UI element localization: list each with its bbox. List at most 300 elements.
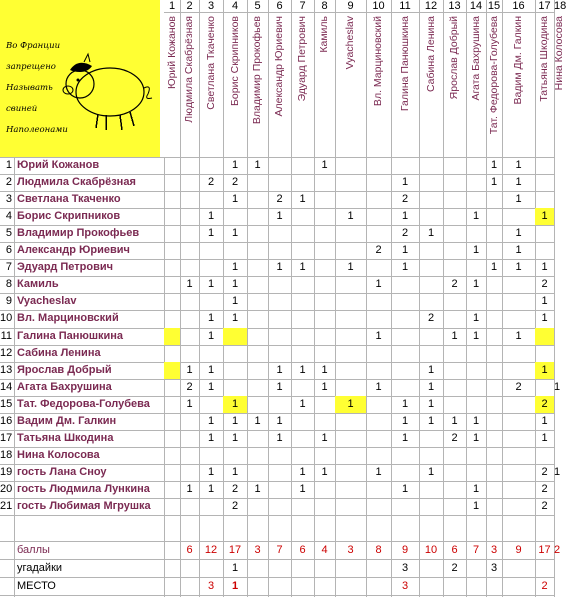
- grid-cell[interactable]: [247, 430, 268, 447]
- grid-cell[interactable]: [366, 208, 391, 225]
- grid-cell[interactable]: [180, 191, 199, 208]
- grid-cell[interactable]: 1: [186, 363, 193, 376]
- grid-cell[interactable]: 2: [451, 431, 458, 444]
- grid-cell[interactable]: 1: [451, 329, 458, 342]
- grid-cell[interactable]: [486, 293, 502, 310]
- grid-cell[interactable]: 1: [231, 261, 239, 274]
- grid-cell[interactable]: [535, 174, 554, 191]
- grid-cell[interactable]: [486, 242, 502, 259]
- grid-cell[interactable]: 1: [472, 312, 480, 325]
- grid-cell[interactable]: 1: [231, 465, 239, 478]
- grid-cell[interactable]: [443, 447, 466, 464]
- column-header[interactable]: [391, 12, 419, 157]
- grid-cell[interactable]: 1: [231, 295, 239, 308]
- grid-cell[interactable]: 2: [451, 278, 458, 291]
- grid-cell[interactable]: [199, 345, 223, 362]
- grid-cell[interactable]: [180, 464, 199, 481]
- grid-cell[interactable]: 1: [299, 193, 306, 206]
- grid-cell[interactable]: 1: [231, 227, 239, 240]
- column-header[interactable]: [419, 12, 443, 157]
- grid-cell[interactable]: 1: [427, 380, 435, 393]
- grid-cell[interactable]: [247, 208, 268, 225]
- grid-cell[interactable]: [335, 225, 366, 242]
- grid-cell[interactable]: [366, 157, 391, 174]
- grid-cell[interactable]: [366, 413, 391, 430]
- grid-cell[interactable]: [314, 174, 335, 191]
- grid-cell[interactable]: 1: [321, 363, 328, 376]
- grid-cell[interactable]: [164, 362, 180, 379]
- grid-cell[interactable]: 1: [321, 380, 328, 393]
- grid-cell[interactable]: 1: [347, 210, 354, 223]
- grid-cell[interactable]: [486, 379, 502, 396]
- grid-cell[interactable]: [419, 208, 443, 225]
- grid-cell[interactable]: [291, 242, 314, 259]
- grid-cell[interactable]: 1: [472, 414, 480, 427]
- grid-cell[interactable]: 1: [186, 278, 193, 291]
- grid-cell[interactable]: 1: [186, 397, 193, 410]
- grid-cell[interactable]: 1: [207, 210, 215, 223]
- grid-cell[interactable]: 2: [401, 193, 409, 206]
- grid-cell[interactable]: [268, 225, 291, 242]
- grid-cell[interactable]: 1: [541, 261, 548, 274]
- row-name[interactable]: Эдуард Петрович: [17, 261, 113, 274]
- grid-cell[interactable]: 1: [207, 227, 215, 240]
- grid-cell[interactable]: 1: [541, 414, 548, 427]
- grid-cell[interactable]: [180, 259, 199, 276]
- grid-cell[interactable]: [335, 379, 366, 396]
- grid-cell[interactable]: [443, 310, 466, 327]
- grid-cell[interactable]: 1: [321, 465, 328, 478]
- column-header[interactable]: [291, 12, 314, 157]
- grid-cell[interactable]: [443, 481, 466, 498]
- grid-cell[interactable]: [486, 481, 502, 498]
- grid-cell[interactable]: 1: [472, 431, 480, 444]
- grid-cell[interactable]: [199, 242, 223, 259]
- grid-cell[interactable]: [443, 498, 466, 515]
- grid-cell[interactable]: 1: [427, 227, 435, 240]
- grid-cell[interactable]: [335, 362, 366, 379]
- grid-cell[interactable]: [291, 345, 314, 362]
- column-header[interactable]: [486, 12, 502, 157]
- grid-cell[interactable]: [391, 362, 419, 379]
- grid-cell[interactable]: [535, 191, 554, 208]
- grid-cell[interactable]: [223, 208, 247, 225]
- grid-cell[interactable]: [268, 345, 291, 362]
- grid-cell[interactable]: 1: [401, 482, 409, 495]
- column-header[interactable]: [554, 12, 565, 157]
- grid-cell[interactable]: 1: [207, 431, 215, 444]
- grid-cell[interactable]: 1: [401, 261, 409, 274]
- grid-cell[interactable]: 1: [490, 159, 498, 171]
- grid-cell[interactable]: [247, 379, 268, 396]
- grid-cell[interactable]: 1: [375, 380, 382, 393]
- grid-cell[interactable]: 1: [231, 431, 239, 444]
- grid-cell[interactable]: [502, 396, 535, 413]
- grid-cell[interactable]: 1: [535, 208, 554, 225]
- grid-cell[interactable]: 1: [541, 431, 548, 444]
- grid-cell[interactable]: 1: [472, 210, 480, 223]
- grid-cell[interactable]: [314, 498, 335, 515]
- grid-cell[interactable]: 1: [401, 397, 409, 410]
- grid-cell[interactable]: [366, 362, 391, 379]
- grid-cell[interactable]: 1: [254, 482, 261, 495]
- grid-cell[interactable]: [291, 174, 314, 191]
- grid-cell[interactable]: [164, 259, 180, 276]
- grid-cell[interactable]: [180, 242, 199, 259]
- grid-cell[interactable]: [466, 293, 486, 310]
- grid-cell[interactable]: [164, 157, 180, 174]
- grid-cell[interactable]: [486, 396, 502, 413]
- grid-cell[interactable]: 1: [472, 500, 480, 512]
- grid-cell[interactable]: [291, 447, 314, 464]
- grid-cell[interactable]: 1: [451, 414, 458, 427]
- column-header[interactable]: [247, 12, 268, 157]
- grid-cell[interactable]: 2: [207, 176, 215, 189]
- grid-cell[interactable]: [535, 379, 554, 396]
- grid-cell[interactable]: [180, 413, 199, 430]
- grid-cell[interactable]: 1: [472, 329, 480, 342]
- grid-cell[interactable]: 2: [541, 482, 548, 495]
- grid-cell[interactable]: [199, 498, 223, 515]
- grid-cell[interactable]: [291, 498, 314, 515]
- grid-cell[interactable]: [164, 447, 180, 464]
- grid-cell[interactable]: [391, 498, 419, 515]
- grid-cell[interactable]: [502, 345, 535, 362]
- grid-cell[interactable]: [247, 498, 268, 515]
- grid-cell[interactable]: 1: [515, 159, 522, 171]
- grid-cell[interactable]: [502, 447, 535, 464]
- grid-cell[interactable]: [366, 447, 391, 464]
- grid-cell[interactable]: 1: [276, 431, 283, 444]
- row-name[interactable]: Владимир Прокофьев: [17, 227, 140, 240]
- row-name[interactable]: Вл. Марциновский: [17, 312, 119, 325]
- grid-cell[interactable]: [466, 447, 486, 464]
- grid-cell[interactable]: [247, 225, 268, 242]
- grid-cell[interactable]: [268, 464, 291, 481]
- grid-cell[interactable]: [443, 242, 466, 259]
- grid-cell[interactable]: [486, 208, 502, 225]
- row-name[interactable]: Нина Колосова: [17, 448, 100, 461]
- grid-cell[interactable]: 1: [515, 176, 522, 189]
- grid-cell[interactable]: [391, 157, 419, 174]
- grid-cell[interactable]: 1: [207, 465, 215, 478]
- row-name[interactable]: Александр Юриевич: [17, 244, 130, 257]
- grid-cell[interactable]: [366, 174, 391, 191]
- grid-cell[interactable]: [366, 225, 391, 242]
- grid-cell[interactable]: [366, 345, 391, 362]
- grid-cell[interactable]: [314, 447, 335, 464]
- grid-cell[interactable]: [268, 242, 291, 259]
- grid-cell[interactable]: 1: [554, 380, 561, 393]
- grid-cell[interactable]: [268, 396, 291, 413]
- grid-cell[interactable]: [268, 498, 291, 515]
- row-name[interactable]: Ярослав Добрый: [17, 363, 112, 376]
- grid-cell[interactable]: [314, 481, 335, 498]
- grid-cell[interactable]: [335, 345, 366, 362]
- grid-cell[interactable]: [223, 345, 247, 362]
- grid-cell[interactable]: [268, 293, 291, 310]
- grid-cell[interactable]: 1: [401, 244, 409, 257]
- grid-cell[interactable]: [180, 345, 199, 362]
- grid-cell[interactable]: 1: [223, 396, 247, 413]
- row-name[interactable]: Сабина Ленина: [17, 346, 101, 359]
- grid-cell[interactable]: [223, 447, 247, 464]
- grid-cell[interactable]: [391, 345, 419, 362]
- column-header[interactable]: [443, 12, 466, 157]
- grid-cell[interactable]: [486, 447, 502, 464]
- grid-cell[interactable]: [391, 328, 419, 345]
- grid-cell[interactable]: [199, 447, 223, 464]
- grid-cell[interactable]: [335, 498, 366, 515]
- column-header[interactable]: [164, 12, 180, 157]
- grid-cell[interactable]: [291, 413, 314, 430]
- grid-cell[interactable]: [268, 328, 291, 345]
- grid-cell[interactable]: [335, 413, 366, 430]
- grid-cell[interactable]: [535, 242, 554, 259]
- grid-cell[interactable]: [466, 396, 486, 413]
- grid-cell[interactable]: 1: [299, 465, 306, 478]
- grid-cell[interactable]: [314, 259, 335, 276]
- grid-cell[interactable]: [164, 225, 180, 242]
- grid-cell[interactable]: [486, 362, 502, 379]
- grid-cell[interactable]: [466, 191, 486, 208]
- row-name[interactable]: Татьяна Шкодина: [17, 431, 114, 444]
- grid-cell[interactable]: [314, 310, 335, 327]
- grid-cell[interactable]: [164, 328, 180, 345]
- grid-cell[interactable]: [443, 208, 466, 225]
- grid-cell[interactable]: [502, 464, 535, 481]
- grid-cell[interactable]: 1: [472, 278, 480, 291]
- grid-cell[interactable]: 1: [207, 312, 215, 325]
- grid-cell[interactable]: [466, 379, 486, 396]
- row-name[interactable]: Борис Скрипников: [17, 210, 121, 223]
- grid-cell[interactable]: 1: [401, 210, 409, 223]
- grid-cell[interactable]: [335, 430, 366, 447]
- grid-cell[interactable]: [466, 464, 486, 481]
- grid-cell[interactable]: 1: [347, 261, 354, 274]
- grid-cell[interactable]: 2: [535, 396, 554, 413]
- column-header[interactable]: [268, 12, 291, 157]
- row-name[interactable]: Агата Бахрушина: [17, 380, 112, 393]
- grid-cell[interactable]: 1: [231, 193, 239, 206]
- grid-cell[interactable]: [314, 225, 335, 242]
- grid-cell[interactable]: [366, 293, 391, 310]
- grid-cell[interactable]: [164, 498, 180, 515]
- grid-cell[interactable]: [466, 157, 486, 174]
- grid-cell[interactable]: 1: [207, 414, 215, 427]
- row-name[interactable]: Vyacheslav: [17, 295, 77, 308]
- row-name[interactable]: гость Людмила Лункина: [17, 482, 150, 495]
- grid-cell[interactable]: [314, 242, 335, 259]
- column-header[interactable]: [314, 12, 335, 157]
- grid-cell[interactable]: 1: [427, 363, 435, 376]
- grid-cell[interactable]: [164, 481, 180, 498]
- grid-cell[interactable]: [199, 293, 223, 310]
- grid-cell[interactable]: [199, 259, 223, 276]
- grid-cell[interactable]: [247, 464, 268, 481]
- grid-cell[interactable]: [291, 379, 314, 396]
- grid-cell[interactable]: 2: [515, 380, 522, 393]
- grid-cell[interactable]: [164, 242, 180, 259]
- grid-cell[interactable]: 1: [321, 159, 328, 171]
- grid-cell[interactable]: 1: [541, 295, 548, 308]
- grid-cell[interactable]: 1: [231, 312, 239, 325]
- grid-cell[interactable]: 1: [276, 363, 283, 376]
- grid-cell[interactable]: 2: [427, 312, 435, 325]
- grid-cell[interactable]: [199, 396, 223, 413]
- grid-cell[interactable]: [247, 396, 268, 413]
- grid-cell[interactable]: 1: [207, 329, 215, 342]
- grid-cell[interactable]: [180, 208, 199, 225]
- grid-cell[interactable]: [443, 157, 466, 174]
- grid-cell[interactable]: [247, 310, 268, 327]
- grid-cell[interactable]: [291, 310, 314, 327]
- grid-cell[interactable]: [486, 430, 502, 447]
- grid-cell[interactable]: [443, 345, 466, 362]
- grid-cell[interactable]: [314, 293, 335, 310]
- grid-cell[interactable]: [486, 413, 502, 430]
- grid-cell[interactable]: [199, 191, 223, 208]
- grid-cell[interactable]: [335, 447, 366, 464]
- grid-cell[interactable]: [164, 464, 180, 481]
- grid-cell[interactable]: 1: [186, 482, 193, 495]
- grid-cell[interactable]: [164, 174, 180, 191]
- grid-cell[interactable]: [180, 157, 199, 174]
- grid-cell[interactable]: [291, 157, 314, 174]
- grid-cell[interactable]: [366, 498, 391, 515]
- column-header[interactable]: [199, 12, 223, 157]
- grid-cell[interactable]: 2: [231, 500, 239, 512]
- grid-cell[interactable]: [535, 157, 554, 174]
- grid-cell[interactable]: [502, 430, 535, 447]
- grid-cell[interactable]: 2: [541, 465, 548, 478]
- grid-cell[interactable]: [314, 328, 335, 345]
- grid-cell[interactable]: [535, 225, 554, 242]
- grid-cell[interactable]: [486, 345, 502, 362]
- grid-cell[interactable]: [314, 413, 335, 430]
- grid-cell[interactable]: [335, 310, 366, 327]
- grid-cell[interactable]: [443, 396, 466, 413]
- grid-cell[interactable]: [223, 242, 247, 259]
- grid-cell[interactable]: [419, 157, 443, 174]
- grid-cell[interactable]: 1: [375, 278, 382, 291]
- grid-cell[interactable]: [247, 293, 268, 310]
- grid-cell[interactable]: [443, 464, 466, 481]
- row-name[interactable]: Камиль: [17, 278, 59, 291]
- grid-cell[interactable]: [291, 293, 314, 310]
- grid-cell[interactable]: 1: [427, 465, 435, 478]
- column-header[interactable]: [466, 12, 486, 157]
- grid-cell[interactable]: [391, 276, 419, 293]
- grid-cell[interactable]: [291, 276, 314, 293]
- grid-cell[interactable]: 1: [207, 482, 215, 495]
- grid-cell[interactable]: 1: [375, 465, 382, 478]
- grid-cell[interactable]: [443, 191, 466, 208]
- grid-cell[interactable]: [314, 396, 335, 413]
- grid-cell[interactable]: 2: [541, 500, 548, 512]
- grid-cell[interactable]: [164, 276, 180, 293]
- grid-cell[interactable]: 1: [472, 244, 480, 257]
- grid-cell[interactable]: 1: [207, 363, 215, 376]
- grid-cell[interactable]: [180, 430, 199, 447]
- grid-cell[interactable]: [391, 464, 419, 481]
- grid-cell[interactable]: 1: [254, 159, 261, 171]
- grid-cell[interactable]: [180, 328, 199, 345]
- grid-cell[interactable]: [247, 345, 268, 362]
- grid-cell[interactable]: [502, 481, 535, 498]
- grid-cell[interactable]: [419, 345, 443, 362]
- grid-cell[interactable]: [419, 481, 443, 498]
- grid-cell[interactable]: [180, 225, 199, 242]
- column-header[interactable]: [180, 12, 199, 157]
- grid-cell[interactable]: [268, 310, 291, 327]
- grid-cell[interactable]: [535, 447, 554, 464]
- grid-cell[interactable]: [419, 174, 443, 191]
- grid-cell[interactable]: [419, 447, 443, 464]
- grid-cell[interactable]: [419, 328, 443, 345]
- grid-cell[interactable]: 1: [515, 244, 522, 257]
- grid-cell[interactable]: [247, 276, 268, 293]
- grid-cell[interactable]: [466, 362, 486, 379]
- grid-cell[interactable]: [335, 242, 366, 259]
- grid-cell[interactable]: 2: [186, 380, 193, 393]
- grid-cell[interactable]: [291, 328, 314, 345]
- grid-cell[interactable]: 1: [207, 380, 215, 393]
- grid-cell[interactable]: [419, 276, 443, 293]
- grid-cell[interactable]: 1: [321, 431, 328, 444]
- grid-cell[interactable]: 1: [515, 261, 522, 274]
- grid-cell[interactable]: 1: [299, 482, 306, 495]
- grid-cell[interactable]: 1: [231, 278, 239, 291]
- row-name[interactable]: Людмила Скабрёзная: [17, 176, 136, 189]
- grid-cell[interactable]: [419, 498, 443, 515]
- grid-cell[interactable]: [535, 328, 554, 345]
- grid-cell[interactable]: [164, 345, 180, 362]
- grid-cell[interactable]: [314, 191, 335, 208]
- grid-cell[interactable]: [223, 362, 247, 379]
- column-header[interactable]: [535, 12, 554, 157]
- grid-cell[interactable]: [268, 157, 291, 174]
- row-name[interactable]: Тат. Федорова-Голубева: [17, 397, 150, 410]
- grid-cell[interactable]: 1: [299, 397, 306, 410]
- grid-cell[interactable]: [164, 191, 180, 208]
- grid-cell[interactable]: [502, 293, 535, 310]
- grid-cell[interactable]: [335, 174, 366, 191]
- grid-cell[interactable]: 1: [515, 193, 522, 206]
- grid-cell[interactable]: 1: [231, 159, 239, 171]
- grid-cell[interactable]: [535, 345, 554, 362]
- grid-cell[interactable]: [247, 328, 268, 345]
- grid-cell[interactable]: 1: [276, 414, 283, 427]
- grid-cell[interactable]: 2: [541, 278, 548, 291]
- grid-cell[interactable]: 1: [472, 482, 480, 495]
- grid-cell[interactable]: [366, 430, 391, 447]
- column-header[interactable]: [502, 12, 535, 157]
- grid-cell[interactable]: [291, 430, 314, 447]
- grid-cell[interactable]: [180, 447, 199, 464]
- grid-cell[interactable]: [486, 225, 502, 242]
- grid-cell[interactable]: [335, 328, 366, 345]
- grid-cell[interactable]: [366, 481, 391, 498]
- grid-cell[interactable]: [291, 225, 314, 242]
- row-name[interactable]: Светлана Ткаченко: [17, 193, 121, 206]
- grid-cell[interactable]: [419, 191, 443, 208]
- grid-cell[interactable]: [466, 174, 486, 191]
- grid-cell[interactable]: [419, 430, 443, 447]
- grid-cell[interactable]: 1: [427, 397, 435, 410]
- grid-cell[interactable]: [247, 191, 268, 208]
- grid-cell[interactable]: [164, 396, 180, 413]
